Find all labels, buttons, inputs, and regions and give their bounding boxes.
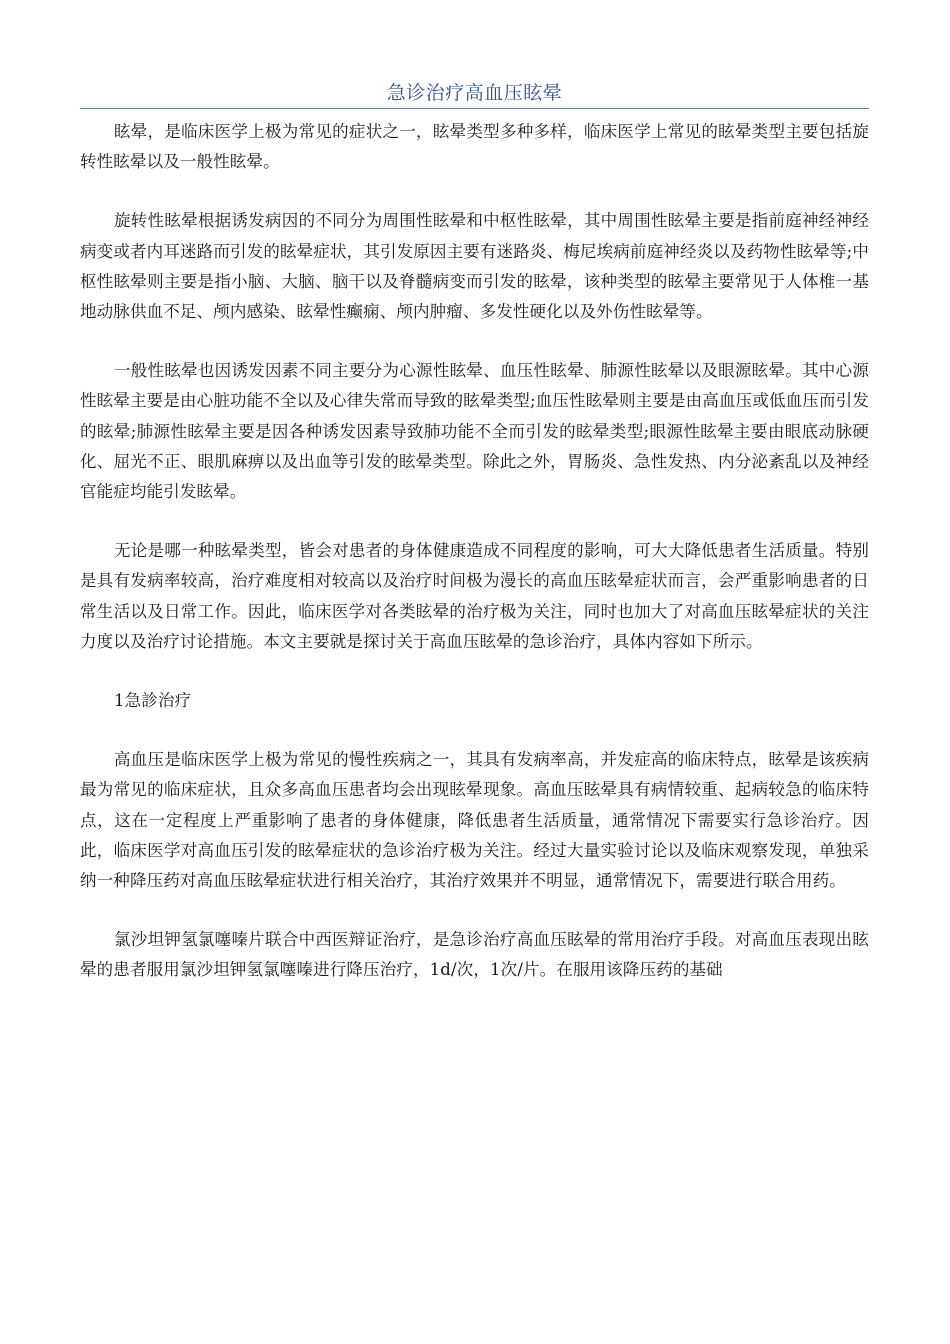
document-body xyxy=(80,117,869,986)
paragraph-hypertension: 高血压是临床医学上极为常见的慢性疾病之一，其具有发病率高，并发症高的临床特点，眩晕是该疾病最为常见的临床症状，且众多高血压患者均会出现眩晕现象。高血压眩晕具有病情较重、起病较急的临床特点，这在一定程度上严重影响了患者的身体健康，降低患者生活质量，通常情况下需要实行急诊治疗。因此，临床医学对高血压引发的眩晕症状的急诊治疗极为关注。经过大量实验讨论以及临床观察发现，单独采纳一种降压药对高血压眩晕症状进行相关治疗，其治疗效果并不明显，通常情况下，需要进行联合用药。 xyxy=(80,750,869,891)
document-page xyxy=(80,78,869,1015)
paragraph-impact: 无论是哪一种眩晕类型，皆会对患者的身体健康造成不同程度的影响，可大大降低患者生活质量。特别是具有发病率较高，治疗难度相对较高以及治疗时间极为漫长的高血压眩晕症状而言，会严重影响患者的日常生活以及日常工作。因此，临床医学对各类眩晕的治疗极为关注，同时也加大了对高血压眩晕症状的关注力度以及治疗讨论措施。本文主要就是探讨关于高血压眩晕的急诊治疗，具体内容如下所示。 xyxy=(80,541,869,651)
document-header xyxy=(80,78,869,109)
paragraph-general-dizziness: 一般性眩晕也因诱发因素不同主要分为心源性眩晕、血压性眩晕、肺源性眩晕以及眼源眩晕。其中心源性眩晕主要是由心脏功能不全以及心律失常而导致的眩晕类型;血压性眩晕则主要是由高血压或低血压而引发的眩晕;肺源性眩晕主要是因各种诱发因素导致肺功能不全而引发的眩晕类型;眼源性眩晕主要由眼底动脉硬化、屈光不正、眼肌麻痹以及出血等引发的眩晕类型。除此之外，胃肠炎、急性发热、内分泌紊乱以及神经官能症均能引发眩晕。 xyxy=(80,361,869,502)
section-heading-emergency-treatment: 1急診治疗 xyxy=(114,691,192,711)
paragraph-losartan-treatment: 氯沙坦钾氢氯噻嗪片联合中西医辩证治疗，是急诊治疗高血压眩晕的常用治疗手段。对高血压表现出眩晕的患者服用氯沙坦钾氢氯噻嗪进行降压治疗，1d/次，1次/片。在服用该降压药的基础 xyxy=(80,930,869,980)
paragraph-dizziness-intro: 眩晕，是临床医学上极为常见的症状之一，眩晕类型多种多样，临床医学上常见的眩晕类型主要包括旋转性眩晕以及一般性眩晕。 xyxy=(80,122,869,172)
document-title: 急诊治疗高血压眩晕 xyxy=(386,82,563,104)
paragraph-rotational-dizziness: 旋转性眩晕根据诱发病因的不同分为周围性眩晕和中枢性眩晕，其中周围性眩晕主要是指前庭神经神经病变或者内耳迷路而引发的眩晕症状，其引发原因主要有迷路炎、梅尼埃病前庭神经炎以及药物性眩晕等;中枢性眩晕则主要是指小脑、大脑、脑干以及脊髓病变而引发的眩晕，该种类型的眩晕主要常见于人体椎一基地动脉供血不足、颅内感染、眩晕性癫痫、颅内肿瘤、多发性硬化以及外伤性眩晕等。 xyxy=(80,211,869,322)
